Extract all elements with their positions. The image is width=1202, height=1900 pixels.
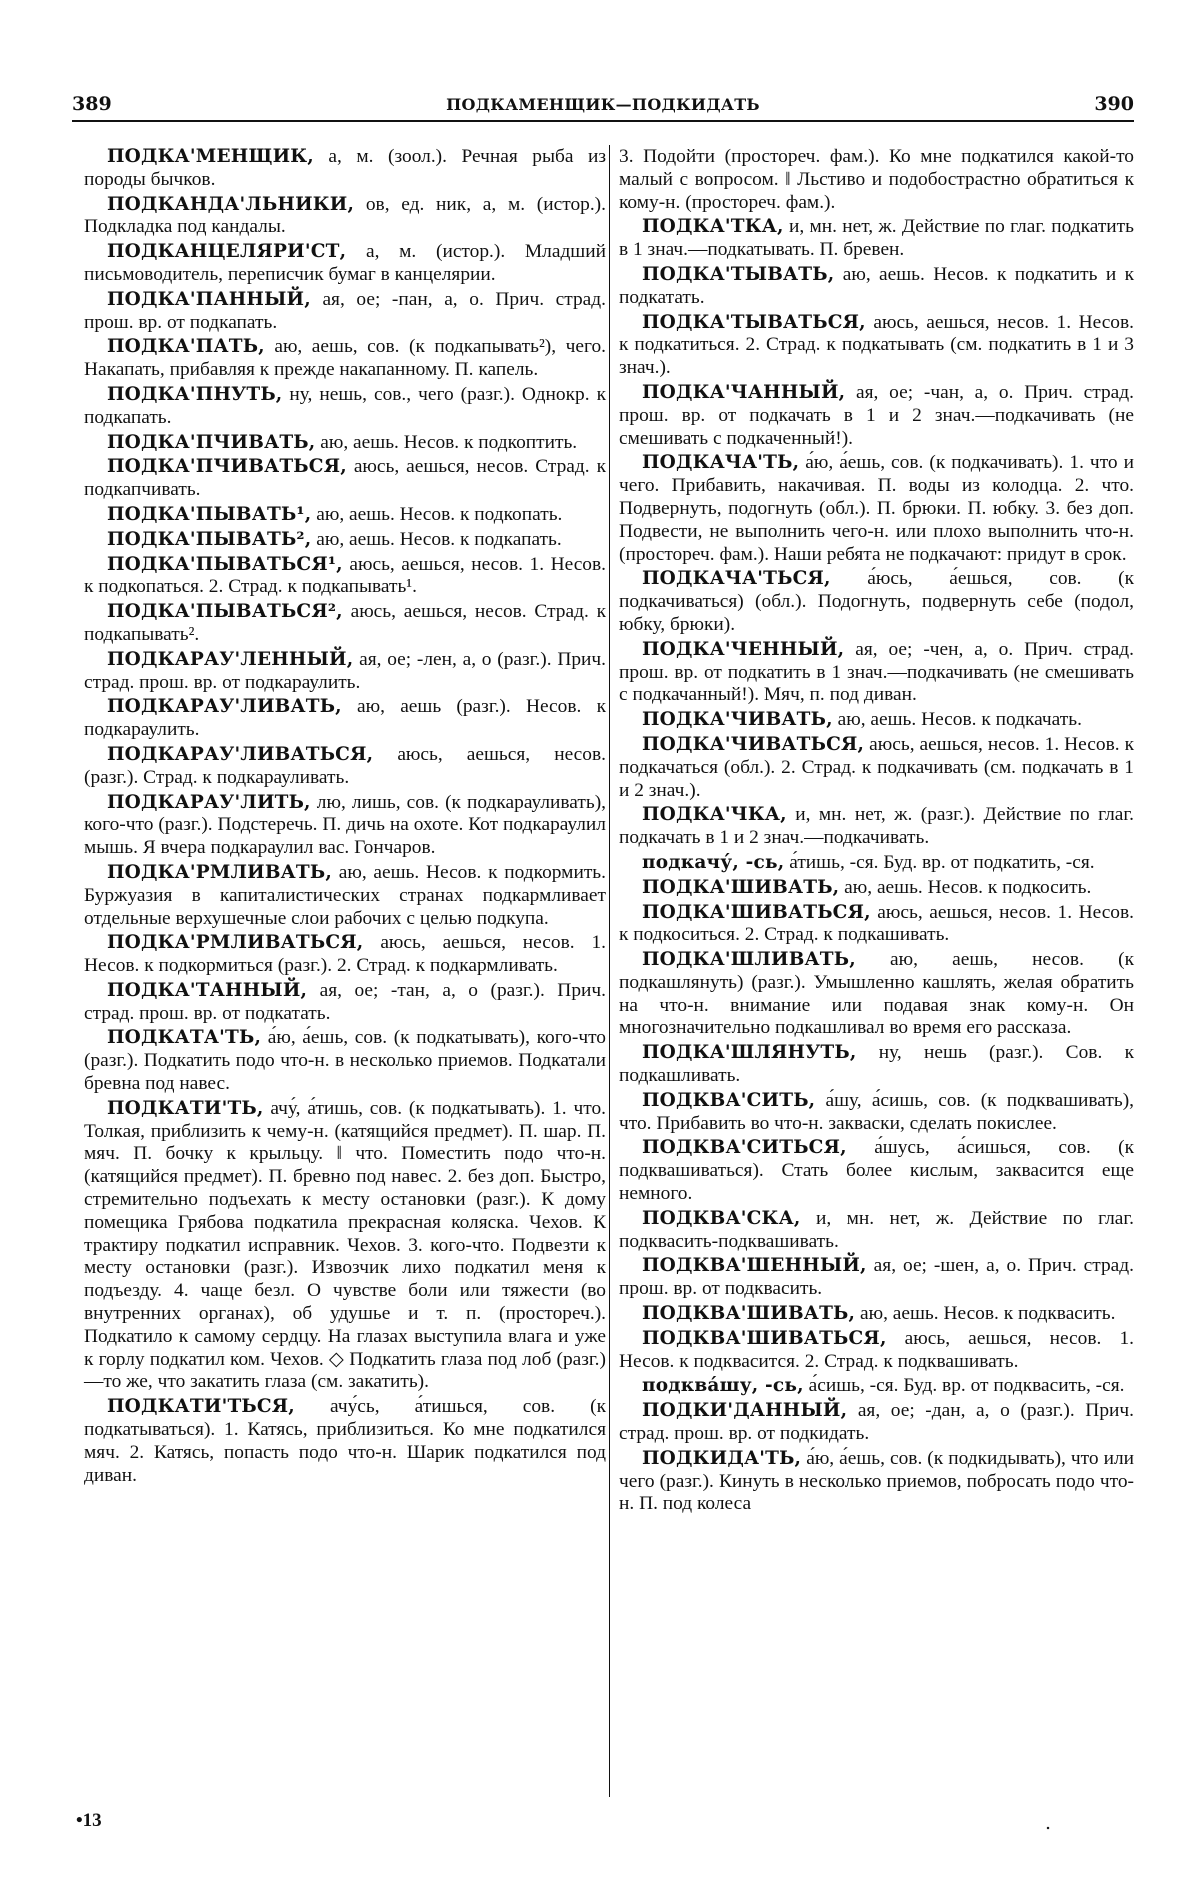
entry-headword: ПОДКА'МЕНЩИК, — [107, 146, 314, 167]
entry-headword: ПОДКАТИ'ТЬСЯ, — [107, 1396, 295, 1418]
entry-headword: ПОДКАРАУ'ЛИВАТЬ, — [107, 696, 342, 718]
entry-definition: аюсь, аешься, несов. 1. Несов. к подкатиться. 2. Страд. к подкатывать (см. подкатить в 1 и 3 знач.). — [619, 311, 1134, 379]
dictionary-entry — [84, 980, 606, 1026]
dictionary-entry — [84, 456, 606, 502]
entry-headword: ПОДКА'ПЫВАТЬСЯ², — [107, 601, 343, 623]
entry-definition: ну, нешь, сов., чего (разг.). Однокр. к подкапать. — [84, 383, 606, 428]
dictionary-entry — [619, 852, 1134, 875]
entry-headword: ПОДКА'ПАННЫЙ, — [107, 288, 311, 310]
entry-definition: ая, ое; -тан, а, о (разг.). Прич. страд. прош. вр. от подкатать. — [84, 979, 606, 1024]
entry-definition: аю, аешь. Несов. к подкосить. — [839, 876, 1092, 898]
dictionary-entry — [619, 1448, 1134, 1516]
entry-headword: ПОДКВА'ШЕННЫЙ, — [642, 1255, 867, 1277]
running-header — [72, 93, 1134, 123]
page-number-left: 389 — [72, 93, 112, 115]
dictionary-entry — [619, 264, 1134, 310]
entry-definition: а́ю, а́ешь, сов. (к подкидывать), что или чего (разг.). Кинуть в несколько приемов, побросать подо что-н. П. под колеса — [619, 1447, 1134, 1515]
entry-headword: ПОДКА'ПЫВАТЬ², — [107, 528, 312, 550]
dictionary-entry — [619, 1137, 1134, 1205]
entry-definition: ая, ое; -чен, а, о. Прич. страд. прош. вр. от подкатить в 1 знач.—подкачивать (не смешивать с подкачанный!). Мяч, п. под диван. — [619, 638, 1134, 706]
dictionary-entry — [619, 382, 1134, 450]
entry-headword: ПОДКА'ЧЕННЫЙ, — [642, 638, 845, 660]
dictionary-entry — [84, 146, 606, 192]
header-rule — [72, 120, 1134, 122]
entry-definition: ая, ое; -дан, а, о (разг.). Прич. страд. прош. вр. от подкидать. — [619, 1400, 1134, 1445]
entry-headword: подква́шу, -сь, — [642, 1375, 804, 1397]
entry-definition: ов, ед. ник, а, м. (истор.). Подкладка под кандалы. — [84, 193, 606, 238]
dictionary-entry — [619, 734, 1134, 802]
entry-definition: а́ю, а́ешь, сов. (к подкатывать), кого-что (разг.). Подкатить подо что-н. в несколько приемов. Подкатали бревна под навес. — [84, 1027, 606, 1095]
entry-definition: а, м. (зоол.). Речная рыба из породы бычков. — [84, 146, 606, 190]
entry-definition: ая, ое; -чан, а, о. Прич. страд. прош. вр. от подкачать в 1 и 2 знач.—подкачивать (не смешивать с подкаченный!). — [619, 381, 1134, 449]
entry-definition: аюсь, аешься, несов. Страд. к подкапывать². — [84, 601, 606, 645]
dictionary-entry — [619, 804, 1134, 850]
entry-headword: ПОДКВА'СКА, — [642, 1207, 801, 1229]
entry-definition: и, мн. нет, ж. Действие по глаг. подквасить-подквашивать. — [619, 1207, 1134, 1252]
entry-definition: аюсь, аешься, несов. Страд. к подкапчивать. — [84, 456, 606, 501]
entry-definition: аюсь, аешься, несов. (разг.). Страд. к подкарауливать. — [84, 743, 606, 788]
dictionary-entry — [619, 1255, 1134, 1301]
entry-headword: ПОДКАНЦЕЛЯРИ'СТ, — [107, 241, 347, 263]
dictionary-entry — [619, 452, 1134, 566]
dictionary-entry — [619, 639, 1134, 707]
entry-headword: ПОДКА'ТЫВАТЬСЯ, — [642, 311, 866, 333]
dictionary-entry — [84, 504, 606, 527]
entry-definition: ая, ое; -пан, а, о. Прич. страд. прош. вр. от подкапать. — [84, 288, 606, 333]
dictionary-entry — [84, 696, 606, 742]
entry-definition: аю, аешь. Несов. к подкоптить. — [315, 431, 578, 453]
dictionary-entry — [619, 1303, 1134, 1326]
entry-headword: ПОДКА'ЧАННЫЙ, — [642, 381, 846, 403]
entry-headword: ПОДКВА'СИТЬСЯ, — [642, 1137, 847, 1159]
entry-definition: лю, лишь, сов. (к подкарауливать), кого-что (разг.). Подстеречь. П. дичь на охоте. Кот подкараулил мышь. Я вчера подкараулил вас. Гончаров. — [84, 791, 606, 859]
dictionary-entry — [619, 568, 1134, 636]
dictionary-entry — [84, 862, 606, 930]
entry-headword: ПОДКИДА'ТЬ, — [642, 1447, 802, 1469]
entry-headword: ПОДКА'ЧИВАТЬ, — [642, 709, 833, 731]
dictionary-entry — [619, 1042, 1134, 1088]
entry-definition: аюсь, аешься, несов. 1. Несов. к подкачаться (обл.). 2. Страд. к подкачивать (см. подкачать в 1 и 2 знач.). — [619, 733, 1134, 801]
entry-definition: аю, аешь. Несов. к подкапать. — [311, 528, 562, 550]
dictionary-entry — [619, 1400, 1134, 1446]
entry-definition: аю, аешь. Несов. к подкормить. Буржуазия в капиталистических странах подкармливает отдельные верхушечные слои рабочих с целью подкупа. — [84, 861, 606, 929]
entry-definition: аюсь, аешься, несов. 1. Несов. к подкоситься. 2. Страд. к подкашивать. — [619, 901, 1134, 946]
dictionary-entry — [84, 432, 606, 455]
entry-headword: ПОДКА'ЧИВАТЬСЯ, — [642, 733, 865, 755]
footer-dot: . — [1045, 1812, 1052, 1834]
entry-definition: аю, аешь, несов. (к подкашлянуть) (разг.). Умышленно кашлять, желая обратить на что-н. внимание или подавая знак кому-н. Он многозначительно подкашливал во время его рассказа. — [619, 949, 1134, 1039]
dictionary-entry — [619, 1375, 1134, 1398]
dictionary-entry — [84, 792, 606, 860]
left-column — [84, 146, 606, 1489]
entry-definition: а, м. (истор.). Младший письмоводитель, переписчик бумаг в канцелярии. — [84, 241, 606, 285]
dictionary-entry — [619, 1328, 1134, 1374]
entry-headword: ПОДКИ'ДАННЫЙ, — [642, 1400, 848, 1422]
dictionary-entry — [84, 384, 606, 430]
dictionary-entry — [619, 1090, 1134, 1136]
entry-headword: ПОДКА'ПНУТЬ, — [107, 383, 283, 405]
entry-headword: ПОДКА'ШИВАТЬСЯ, — [642, 901, 871, 923]
entry-definition: ая, ое; -лен, а, о (разг.). Прич. страд. прош. вр. от подкараулить. — [84, 648, 606, 693]
dictionary-entry — [84, 744, 606, 790]
entry-headword: ПОДКВА'ШИВАТЬ, — [642, 1303, 856, 1325]
entry-definition: аю, аешь. Несов. к подкачать. — [832, 709, 1082, 731]
entry-definition: ачу́, а́тишь, сов. (к подкатывать). 1. что. Толкая, приблизить к чему-н. (катящийся предмет). П. шар. П. мяч. П. бочку к крыльцу. ‖ что. Поместить подо что-н. (катящийся предмет). П. бревно под навес. 2. без доп. Быстро, стремительно подъехать к месту остановки (разг.). К дому помещика Грябова подкатила прекрасная коляска. Чехов. К трактиру подкатил исправник. Чехов. 3. кого-что. Подвезти к месту остановки (разг.). Извозчик лихо подкатил меня к подъезду. 4. чаще безл. О чувстве боли или тяжести (во внутренних органах), об удушье и т. п. (простореч.). Подкатило к самому сердцу. На глазах выступила влага и уже к горлу подкатил ком. Чехов. ◇ Подкатить глаза под лоб (разг.)—то же, что закатить глаза (см. закатить). — [84, 1097, 606, 1393]
entry-headword: подкачу́, -сь, — [642, 851, 785, 873]
entry-definition: и, мн. нет, ж. Действие по глаг. подкатить в 1 знач.—подкатывать. П. бревен. — [619, 216, 1134, 261]
entry-headword: ПОДКА'ПЫВАТЬСЯ¹, — [107, 553, 343, 575]
entry-definition: аю, аешь. Несов. к подквасить. — [855, 1303, 1116, 1325]
running-title: ПОДКАМЕНЩИК—ПОДКИДАТЬ — [446, 95, 760, 114]
entry-headword: ПОДКАЧА'ТЬСЯ, — [642, 568, 831, 590]
entry-headword: ПОДКА'ПЧИВАТЬСЯ, — [107, 456, 347, 478]
dictionary-entry — [84, 554, 606, 600]
entry-definition: аюсь, аешься, несов. 1. Несов. к подквасится. 2. Страд. к подквашивать. — [619, 1327, 1134, 1372]
entry-headword: ПОДКВА'ШИВАТЬСЯ, — [642, 1327, 887, 1349]
entry-definition: аю, аешь (разг.). Несов. к подкараулить. — [84, 696, 606, 741]
entry-definition: ачу́сь, а́тишься, сов. (к подкатываться). 1. Катясь, приблизиться. Ко мне подкатился мяч. 2. Катясь, попасть подо что-н. Шарик подкатился под диван. — [84, 1396, 606, 1486]
entry-headword: ПОДКАЧА'ТЬ, — [642, 452, 800, 474]
entry-headword: ПОДКА'РМЛИВАТЬ, — [107, 861, 332, 883]
entry-headword: ПОДКА'ТАННЫЙ, — [107, 979, 308, 1001]
dictionary-entry — [619, 312, 1134, 380]
dictionary-entry — [84, 241, 606, 287]
signature-mark: •13 — [76, 1810, 102, 1831]
entry-definition: 3. Подойти (простореч. фам.). Ко мне подкатился какой-то малый с вопросом. ‖ Льстиво и подобострастно обратиться к кому-н. (простореч. фам.). — [619, 146, 1134, 213]
entry-definition: ая, ое; -шен, а, о. Прич. страд. прош. вр. от подквасить. — [619, 1255, 1134, 1300]
entry-headword: ПОДКА'ЧКА, — [642, 804, 787, 826]
dictionary-entry — [84, 649, 606, 695]
dictionary-entry — [619, 877, 1134, 900]
dictionary-entry — [84, 529, 606, 552]
dictionary-entry — [84, 289, 606, 335]
entry-definition: а́сишь, -ся. Буд. вр. от подквасить, -ся. — [803, 1375, 1125, 1397]
entry-definition: а́юсь, а́ешься, сов. (к подкачиваться) (обл.). Подогнуть, подвернуть себе (подол, юбку, брюки). — [619, 568, 1134, 635]
dictionary-entry — [619, 1208, 1134, 1254]
right-column — [619, 146, 1134, 1518]
entry-headword: ПОДКАРАУ'ЛИВАТЬСЯ, — [107, 743, 374, 765]
entry-definition: аю, аешь, сов. (к подкапывать²), чего. Накапать, прибавляя к прежде накапанному. П. капель. — [84, 336, 606, 381]
dictionary-entry — [84, 336, 606, 382]
entry-definition: а́тишь, -ся. Буд. вр. от подкатить, -ся. — [784, 851, 1095, 873]
entry-definition: аю, аешь. Несов. к подкатить и к подкатать. — [619, 263, 1134, 308]
entry-headword: ПОДКА'ПЧИВАТЬ, — [107, 431, 316, 453]
entry-headword: ПОДКВА'СИТЬ, — [642, 1089, 816, 1111]
entry-headword: ПОДКА'ШЛЯНУТЬ, — [642, 1042, 857, 1064]
entry-headword: ПОДКА'ПАТЬ, — [107, 336, 265, 358]
entry-headword: ПОДКАТИ'ТЬ, — [107, 1097, 264, 1119]
dictionary-entry — [619, 146, 1134, 214]
dictionary-entry — [619, 216, 1134, 262]
dictionary-entry — [84, 1027, 606, 1095]
entry-definition: а́ю, а́ешь, сов. (к подкачивать). 1. что и чего. Прибавить, накачивая. П. воды из колодца. 2. что. Подвернуть, подогнуть (обл.). П. брюки. П. юбку. 3. без доп. Подвести, не выполнить чего-н. или плохо выполнить что-н. (простореч. фам.). Наши ребята не подкачают: придут в срок. — [619, 452, 1134, 565]
entry-definition: ну, нешь (разг.). Сов. к подкашливать. — [619, 1042, 1134, 1087]
entry-definition: аю, аешь. Несов. к подкопать. — [311, 503, 563, 525]
dictionary-entry — [619, 902, 1134, 948]
entry-definition: аюсь, аешься, несов. 1. Несов. к подкопаться. 2. Страд. к подкапывать¹. — [84, 553, 606, 598]
dictionary-entry — [84, 194, 606, 240]
dictionary-entry — [619, 949, 1134, 1040]
entry-headword: ПОДКАНДА'ЛЬНИКИ, — [107, 193, 355, 215]
dictionary-entry — [84, 932, 606, 978]
entry-definition: а́шусь, а́сишься, сов. (к подквашиваться). Стать более кислым, заквасится еще немного. — [619, 1137, 1134, 1205]
entry-definition: и, мн. нет, ж. (разг.). Действие по глаг. подкачать в 1 и 2 знач.—подкачивать. — [619, 804, 1134, 849]
entry-headword: ПОДКА'ШИВАТЬ, — [642, 876, 840, 898]
entry-headword: ПОДКАТА'ТЬ, — [107, 1027, 262, 1049]
dictionary-entry — [84, 1098, 606, 1394]
entry-headword: ПОДКАРАУ'ЛЕННЫЙ, — [107, 648, 354, 670]
entry-headword: ПОДКА'ТКА, — [642, 216, 784, 238]
entry-headword: ПОДКА'ШЛИВАТЬ, — [642, 949, 856, 971]
entry-headword: ПОДКАРАУ'ЛИТЬ, — [107, 791, 311, 813]
page-number-right: 390 — [1094, 93, 1134, 115]
entry-headword: ПОДКА'РМЛИВАТЬСЯ, — [107, 932, 364, 954]
column-divider — [609, 145, 610, 1797]
dictionary-entry — [619, 709, 1134, 732]
dictionary-entry — [84, 1396, 606, 1487]
entry-headword: ПОДКА'ТЫВАТЬ, — [642, 263, 835, 285]
entry-definition: аюсь, аешься, несов. 1. Несов. к подкормиться (разг.). 2. Страд. к подкармливать. — [84, 932, 606, 977]
entry-definition: а́шу, а́сишь, сов. (к подквашивать), что. Прибавить во что-н. закваски, сделать покислее. — [619, 1089, 1134, 1134]
entry-headword: ПОДКА'ПЫВАТЬ¹, — [107, 503, 312, 525]
dictionary-entry — [84, 601, 606, 647]
